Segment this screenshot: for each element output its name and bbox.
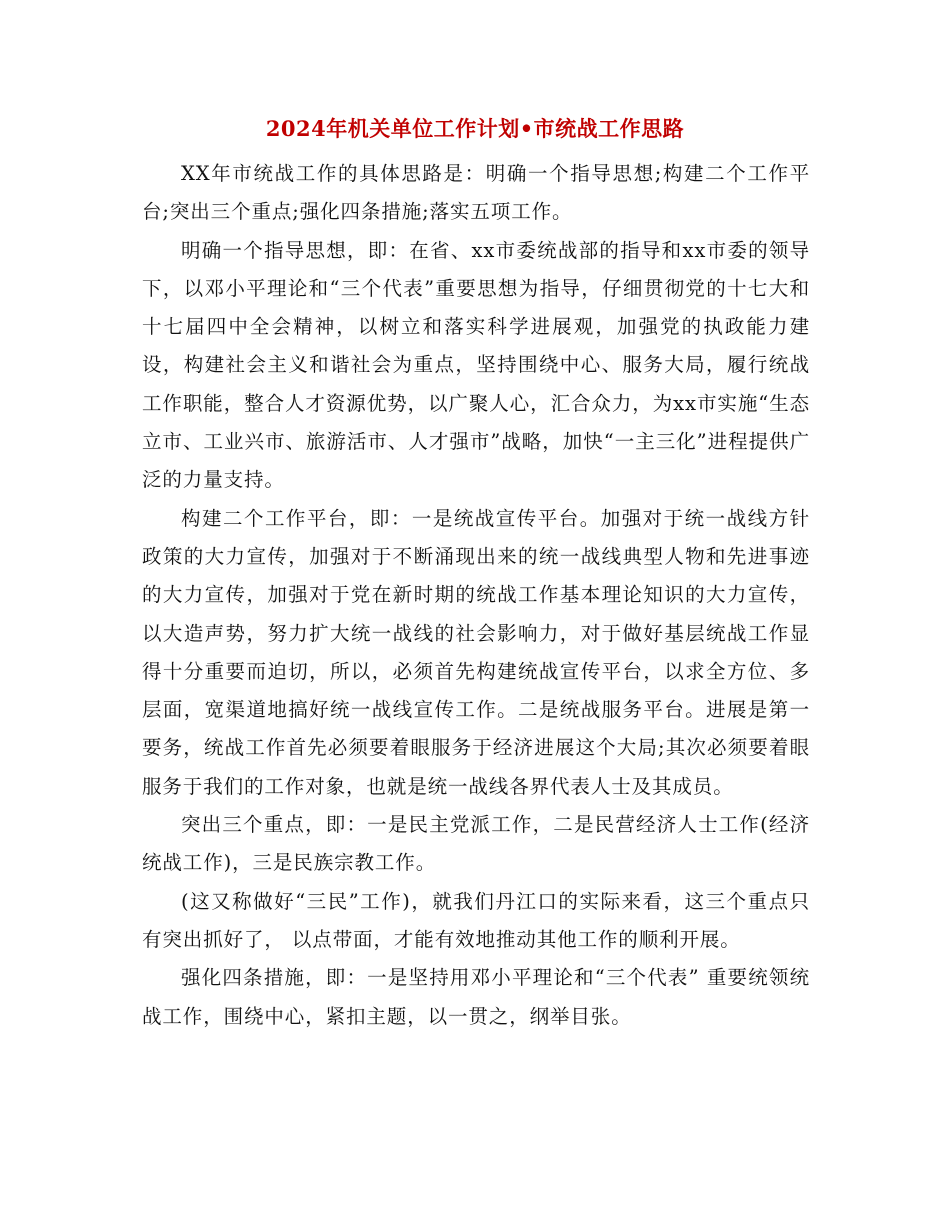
document-title: 2024年机关单位工作计划•市统战工作思路 xyxy=(265,116,685,141)
paragraph-overview: XX年市统战工作的具体思路是：明确一个指导思想;构建二个工作平台;突出三个重点;强化四条措施;落实五项工作。 xyxy=(142,162,810,224)
paragraph-guiding-thought: 明确一个指导思想，即：在省、xx市委统战部的指导和xx市委的领导下，以邓小平理论和“三个代表”重要思想为指导，仔细贯彻党的十七大和十七届四中全会精神，以树立和落实科学进展观，加强党的执政能力建设，构建社会主义和谐社会为重点，坚持围绕中心、服务大局，履行统战工作职能，整合人才资源优势，以广聚人心，汇合众力，为xx市实施“生态立市、工业兴市、旅游活市、人才强市”战略，加快“一主三化”进程提供广泛的力量支持。 xyxy=(142,238,810,492)
paragraph-work-platforms: 构建二个工作平台，即：一是统战宣传平台。加强对于统一战线方针政策的大力宣传，加强对于不断涌现出来的统一战线典型人物和先进事迹的大力宣传，加强对于党在新时期的统战工作基本理论知识的大力宣传，以大造声势，努力扩大统一战线的社会影响力，对于做好基层统战工作显得十分重要而迫切，所以，必须首先构建统战宣传平台，以求全方位、多层面，宽渠道地搞好统一战线宣传工作。二是统战服务平台。进展是第一要务，统战工作首先必须要着眼服务于经济进展这个大局;其次必须要着眼服务于我们的工作对象，也就是统一战线各界代表人士及其成员。 xyxy=(142,506,810,798)
paragraph-four-measures: 强化四条措施，即：一是坚持用邓小平理论和“三个代表” 重要统领统战工作，围绕中心，紧扣主题，以一贯之，纲举目张。 xyxy=(142,966,810,1028)
paragraph-three-min: (这又称做好“三民”工作)，就我们丹江口的实际来看，这三个重点只有突出抓好了， 以点带面，才能有效地推动其他工作的顺利开展。 xyxy=(142,889,810,951)
document-body xyxy=(142,155,810,1036)
paragraph-key-points: 突出三个重点，即：一是民主党派工作，二是民营经济人士工作(经济统战工作)，三是民族宗教工作。 xyxy=(142,813,810,875)
